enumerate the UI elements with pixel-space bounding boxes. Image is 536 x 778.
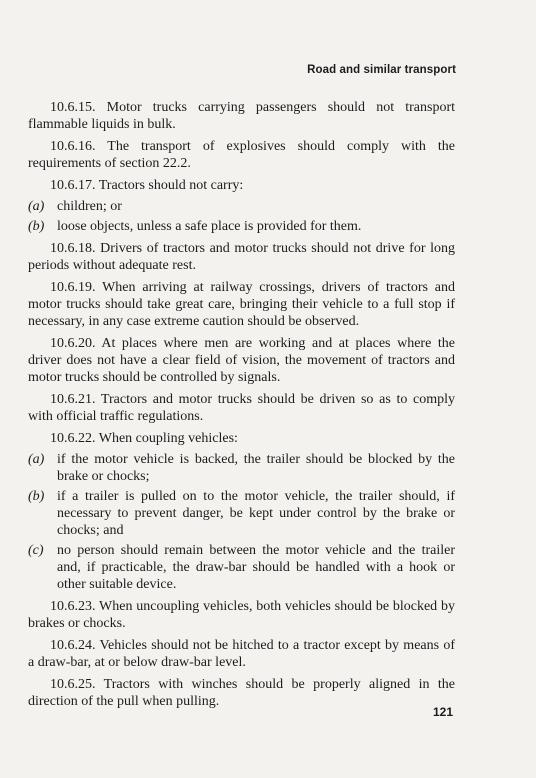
list-item — [28, 198, 455, 215]
paragraph-10-6-21: 10.6.21. Tractors and motor trucks should be driven so as to comply with official traffic regulations. — [28, 392, 455, 424]
list-item — [28, 488, 455, 539]
list-item-label: (a) — [28, 199, 45, 214]
list-item-text: loose objects, unless a safe place is provided for them. — [57, 219, 362, 234]
list-item-label: (b) — [28, 219, 45, 234]
list-item-label: (a) — [28, 452, 45, 467]
list-item-text: no person should remain between the motor vehicle and the trailer and, if practicable, the draw-bar should be handled with a hook or other suitable device. — [57, 543, 455, 592]
page-number: 121 — [433, 705, 454, 719]
paragraph-10-6-19: 10.6.19. When arriving at railway crossings, drivers of tractors and motor trucks should take great care, bringing their vehicle to a full stop if necessary, in any case extreme caution should be observed. — [28, 280, 455, 329]
list-item — [28, 542, 455, 593]
paragraph-10-6-17: 10.6.17. Tractors should not carry: — [50, 178, 244, 193]
running-header: Road and similar transport — [307, 64, 456, 76]
list-item — [28, 218, 455, 235]
paragraph-10-6-18: 10.6.18. Drivers of tractors and motor trucks should not drive for long periods without adequate rest. — [28, 241, 455, 273]
paragraph-10-6-20: 10.6.20. At places where men are working and at places where the driver does not have a clear field of vision, the movement of tractors and motor trucks should be controlled by signals. — [28, 336, 455, 385]
list-item-text: children; or — [57, 199, 122, 214]
paragraph-10-6-16: 10.6.16. The transport of explosives should comply with the requirements of section 22.2. — [28, 139, 455, 171]
list-item-text: if the motor vehicle is backed, the trailer should be blocked by the brake or chocks; — [57, 452, 455, 484]
list-item — [28, 451, 455, 485]
list-item-label: (c) — [28, 543, 44, 558]
list-item-label: (b) — [28, 489, 45, 504]
page-body — [28, 99, 455, 715]
paragraph-10-6-15: 10.6.15. Motor trucks carrying passengers should not transport flammable liquids in bulk. — [28, 100, 455, 132]
paragraph-10-6-24: 10.6.24. Vehicles should not be hitched to a tractor except by means of a draw-bar, at or below draw-bar level. — [28, 638, 455, 670]
paragraph-10-6-23: 10.6.23. When uncoupling vehicles, both vehicles should be blocked by brakes or chocks. — [28, 599, 455, 631]
list-item-text: if a trailer is pulled on to the motor vehicle, the trailer should, if necessary to prevent danger, be kept under control by the brake or chocks; and — [57, 489, 455, 538]
paragraph-10-6-25: 10.6.25. Tractors with winches should be properly aligned in the direction of the pull when pulling. — [28, 677, 455, 709]
paragraph-10-6-22: 10.6.22. When coupling vehicles: — [50, 431, 238, 446]
